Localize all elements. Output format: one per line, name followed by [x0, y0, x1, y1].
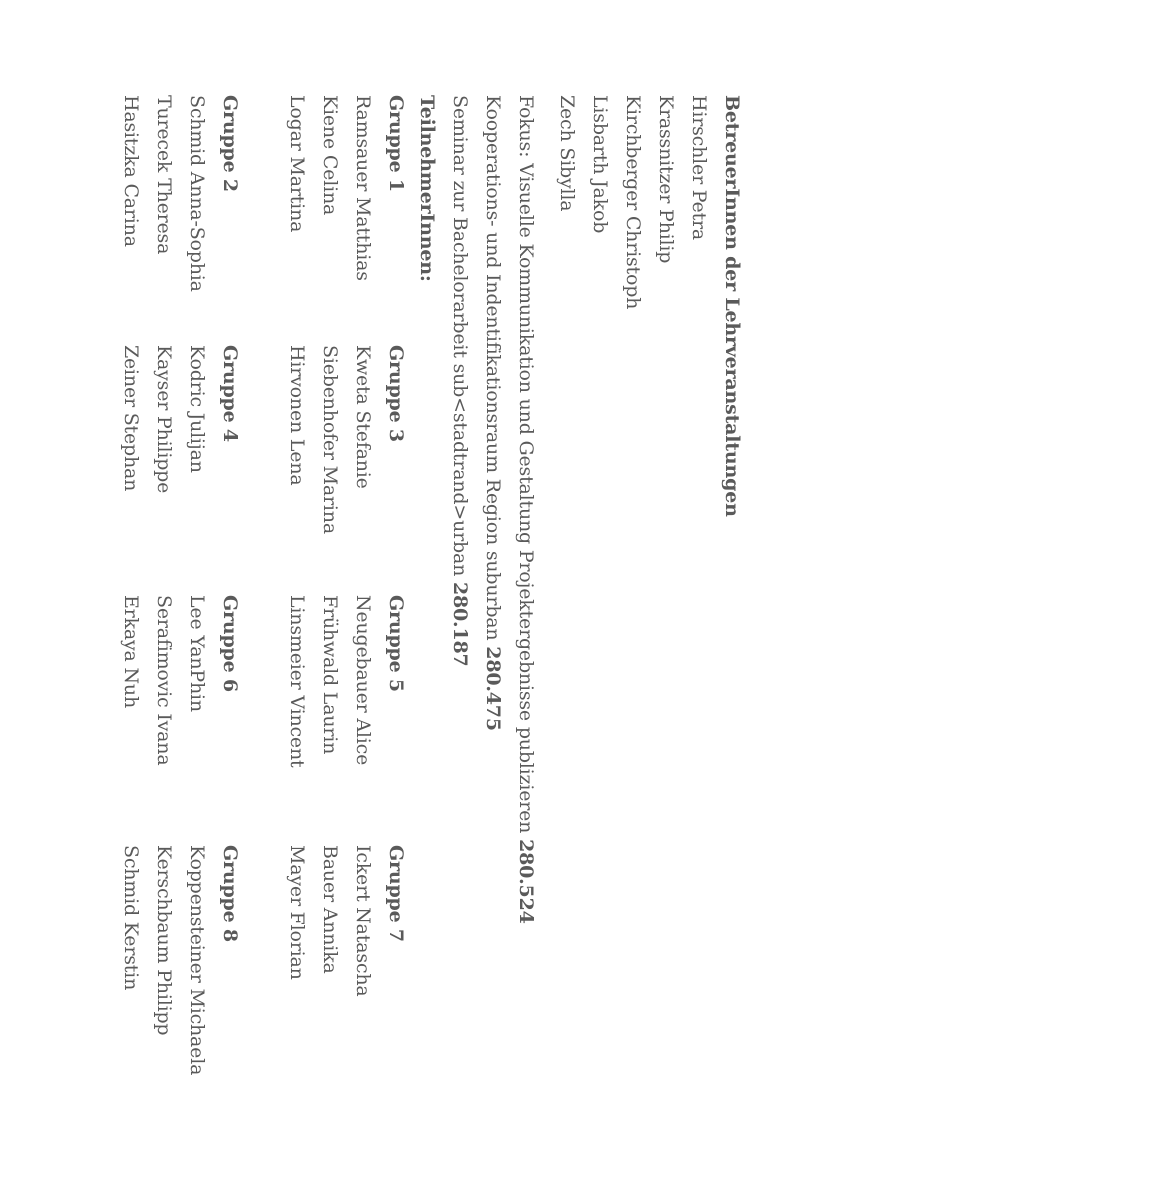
- group-member: Mayer Florian: [286, 845, 308, 980]
- group-member: Hirvonen Lena: [286, 345, 308, 486]
- group-member: Bauer Annika: [319, 845, 341, 974]
- group-heading: Gruppe 1: [385, 95, 407, 192]
- betreuer-name: Hirschler Petra: [688, 95, 710, 241]
- group-member: Serafimovic Ivana: [153, 595, 175, 766]
- betreuer-name: Lisbarth Jakob: [589, 95, 611, 234]
- course-line: [516, 95, 535, 924]
- betreuer-heading: BetreuerInnen der Lehrveranstaltungen: [721, 95, 743, 517]
- betreuer-name: Krassnitzer Philip: [655, 95, 677, 264]
- course-number: 280.187: [449, 582, 471, 667]
- course-line: [483, 95, 502, 731]
- group-member: Lee YanPhin: [186, 595, 208, 712]
- group-member: Siebenhofer Marina: [319, 345, 341, 534]
- group-member: Schmid Kerstin: [120, 845, 142, 991]
- group-heading: Gruppe 3: [385, 345, 407, 442]
- course-line: [450, 95, 469, 667]
- group-member: Linsmeier Vincent: [286, 595, 308, 768]
- group-member: Kayser Philippe: [153, 345, 175, 494]
- betreuer-name: Kirchberger Christoph: [622, 95, 644, 310]
- group-member: Schmid Anna-Sophia: [186, 95, 208, 292]
- group-member: Kweta Stefanie: [352, 345, 374, 489]
- group-heading: Gruppe 5: [385, 595, 407, 692]
- group-member: Koppensteiner Michaela: [186, 845, 208, 1076]
- course-number: 280.475: [482, 646, 504, 731]
- group-member: Erkaya Nuh: [120, 595, 142, 708]
- teilnehmer-heading: TeilnehmerInnen:: [416, 95, 438, 282]
- group-member: Logar Martina: [286, 95, 308, 233]
- group-member: Kodric Julijan: [186, 345, 208, 473]
- group-heading: Gruppe 6: [219, 595, 241, 692]
- group-heading: Gruppe 4: [219, 345, 241, 442]
- group-member: Ickert Natascha: [352, 845, 374, 997]
- group-member: Turecek Theresa: [153, 95, 175, 255]
- group-member: Kiene Celina: [319, 95, 341, 216]
- group-member: Frühwald Laurin: [319, 595, 341, 755]
- course-title: Seminar zur Bachelorarbeit sub<stadtrand>urban: [449, 95, 471, 577]
- course-number: 280.524: [515, 839, 537, 924]
- group-member: Kerschbaum Philipp: [153, 845, 175, 1036]
- group-heading: Gruppe 8: [219, 845, 241, 942]
- course-title: Kooperations- und Indentifikationsraum Region suburban: [482, 95, 504, 641]
- group-member: Hasitzka Carina: [120, 95, 142, 247]
- betreuer-name: Zech Sibylla: [556, 95, 578, 212]
- group-member: Zeiner Stephan: [120, 345, 142, 492]
- course-title: Fokus: Visuelle Kommunikation und Gestaltung Projektergebnisse publizieren: [515, 95, 537, 834]
- group-member: Ramsauer Matthias: [352, 95, 374, 281]
- group-member: Neugebauer Alice: [352, 595, 374, 766]
- group-heading: Gruppe 7: [385, 845, 407, 942]
- group-heading: Gruppe 2: [219, 95, 241, 192]
